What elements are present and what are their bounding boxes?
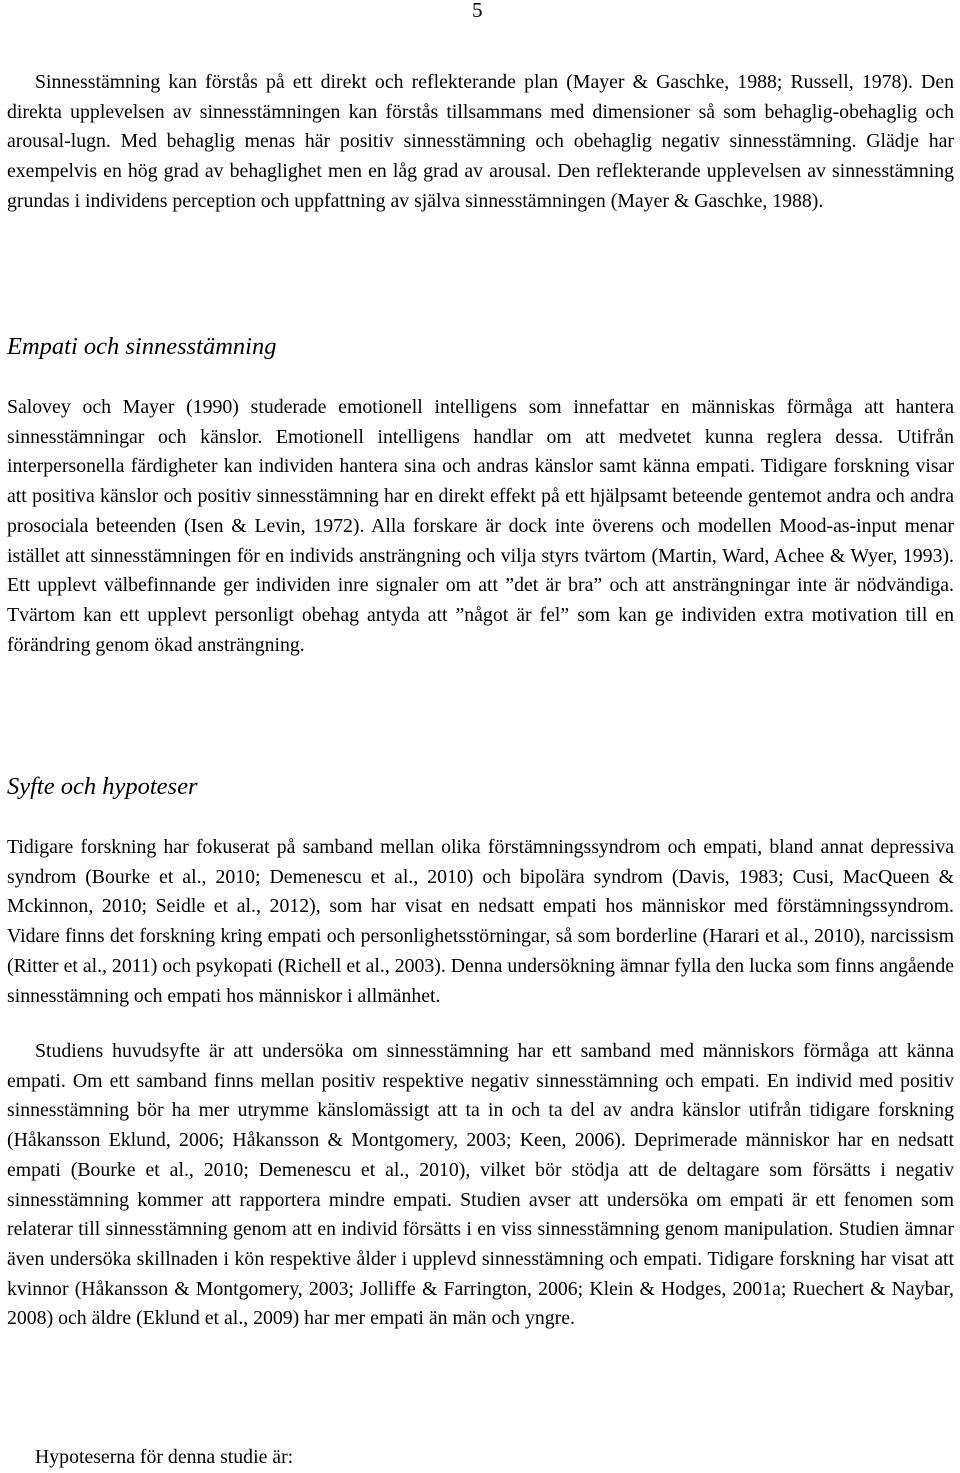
- page-number: 5: [472, 0, 483, 22]
- section-heading-syfte: Syfte och hypoteser: [7, 773, 198, 800]
- syfte-paragraph-2: Studiens huvudsyfte är att undersöka om sinnesstämning har ett samband med människors förmåga att känna empati. Om ett samband finns mellan positiv respektive negativ sinnesstämning och empati. En individ med positiv sinnesstämning bör ha mer utrymme känslomässigt att ta in och ta del av andra känslor utifrån tidigare forskning (Håkansson Eklund, 2006; Håkansson & Montgomery, 2003; Keen, 2006). Deprimerade människor har en nedsatt empati (Bourke et al., 2010; Demenescu et al., 2010), vilket bör stödja att de deltagare som försätts i negativ sinnesstämning kommer att rapportera mindre empati. Studien avser att undersöka om empati är ett fenomen som relaterar till sinnesstämning genom att en individ försätts i en viss sinnesstämning genom manipulation. Studien ämnar även undersöka skillnaden i kön respektive ålder i upplevd sinnesstämning och empati. Tidigare forskning har visat att kvinnor (Håkansson & Montgomery, 2003; Jolliffe & Farrington, 2006; Klein & Hodges, 2001a; Ruechert & Naybar, 2008) och äldre (Eklund et al., 2009) har mer empati än män och yngre.: [7, 1040, 954, 1330]
- intro-paragraph: Sinnesstämning kan förstås på ett direkt och reflekterande plan (Mayer & Gaschke, 1988; Russell, 1978). Den direkta upplevelsen av sinnesstämningen kan förstås tillsammans med dimensioner så som behaglig-obehaglig och arousal-lugn. Med behaglig menas här positiv sinnesstämning och obehaglig negativ sinnesstämning. Glädje har exempelvis en hög grad av behaglighet men en låg grad av arousal. Den reflekterande upplevelsen av sinnesstämning grundas i individens perception och uppfattning av själva sinnesstämningen (Mayer & Gaschke, 1988).: [7, 71, 954, 212]
- syfte-paragraph-1: Tidigare forskning har fokuserat på samband mellan olika förstämningssyndrom och empati, bland annat depressiva syndrom (Bourke et al., 2010; Demenescu et al., 2010) och bipolära syndrom (Davis, 1983; Cusi, MacQueen & Mckinnon, 2010; Seidle et al., 2012), som har visat en nedsatt empati hos människor med förstämningssyndrom. Vidare finns det forskning kring empati och personlighetsstörningar, så som borderline (Harari et al., 2010), narcissism (Ritter et al., 2011) och psykopati (Richell et al., 2003). Denna undersökning ämnar fylla den lucka som finns angående sinnesstämning och empati hos människor i allmänhet.: [7, 836, 954, 1007]
- hypotheses-intro: Hypoteserna för denna studie är:: [35, 1446, 294, 1468]
- empati-paragraph: Salovey och Mayer (1990) studerade emotionell intelligens som innefattar en människas förmåga att hantera sinnesstämningar och känslor. Emotionell intelligens handlar om att medvetet kunna reglera dessa. Utifrån interpersonella färdigheter kan individen hantera sina och andras känslor samt känna empati. Tidigare forskning visar att positiva känslor och positiv sinnesstämning har en direkt effekt på ett hjälpsamt beteende gentemot andra och andra prosociala beteenden (Isen & Levin, 1972). Alla forskare är dock inte överens och modellen Mood-as-input menar istället att sinnesstämningen för en individs ansträngning och vilja styrs tvärtom (Martin, Ward, Achee & Wyer, 1993). Ett upplevt välbefinnande ger individen inre signaler om att ”det är bra” och att ansträngningar inte är nödvändiga. Tvärtom kan ett upplevt personligt obehag antyda att ”något är fel” som kan ge individen extra motivation till en förändring genom ökad ansträngning.: [7, 396, 954, 656]
- section-heading-empati: Empati och sinnesstämning: [7, 333, 277, 360]
